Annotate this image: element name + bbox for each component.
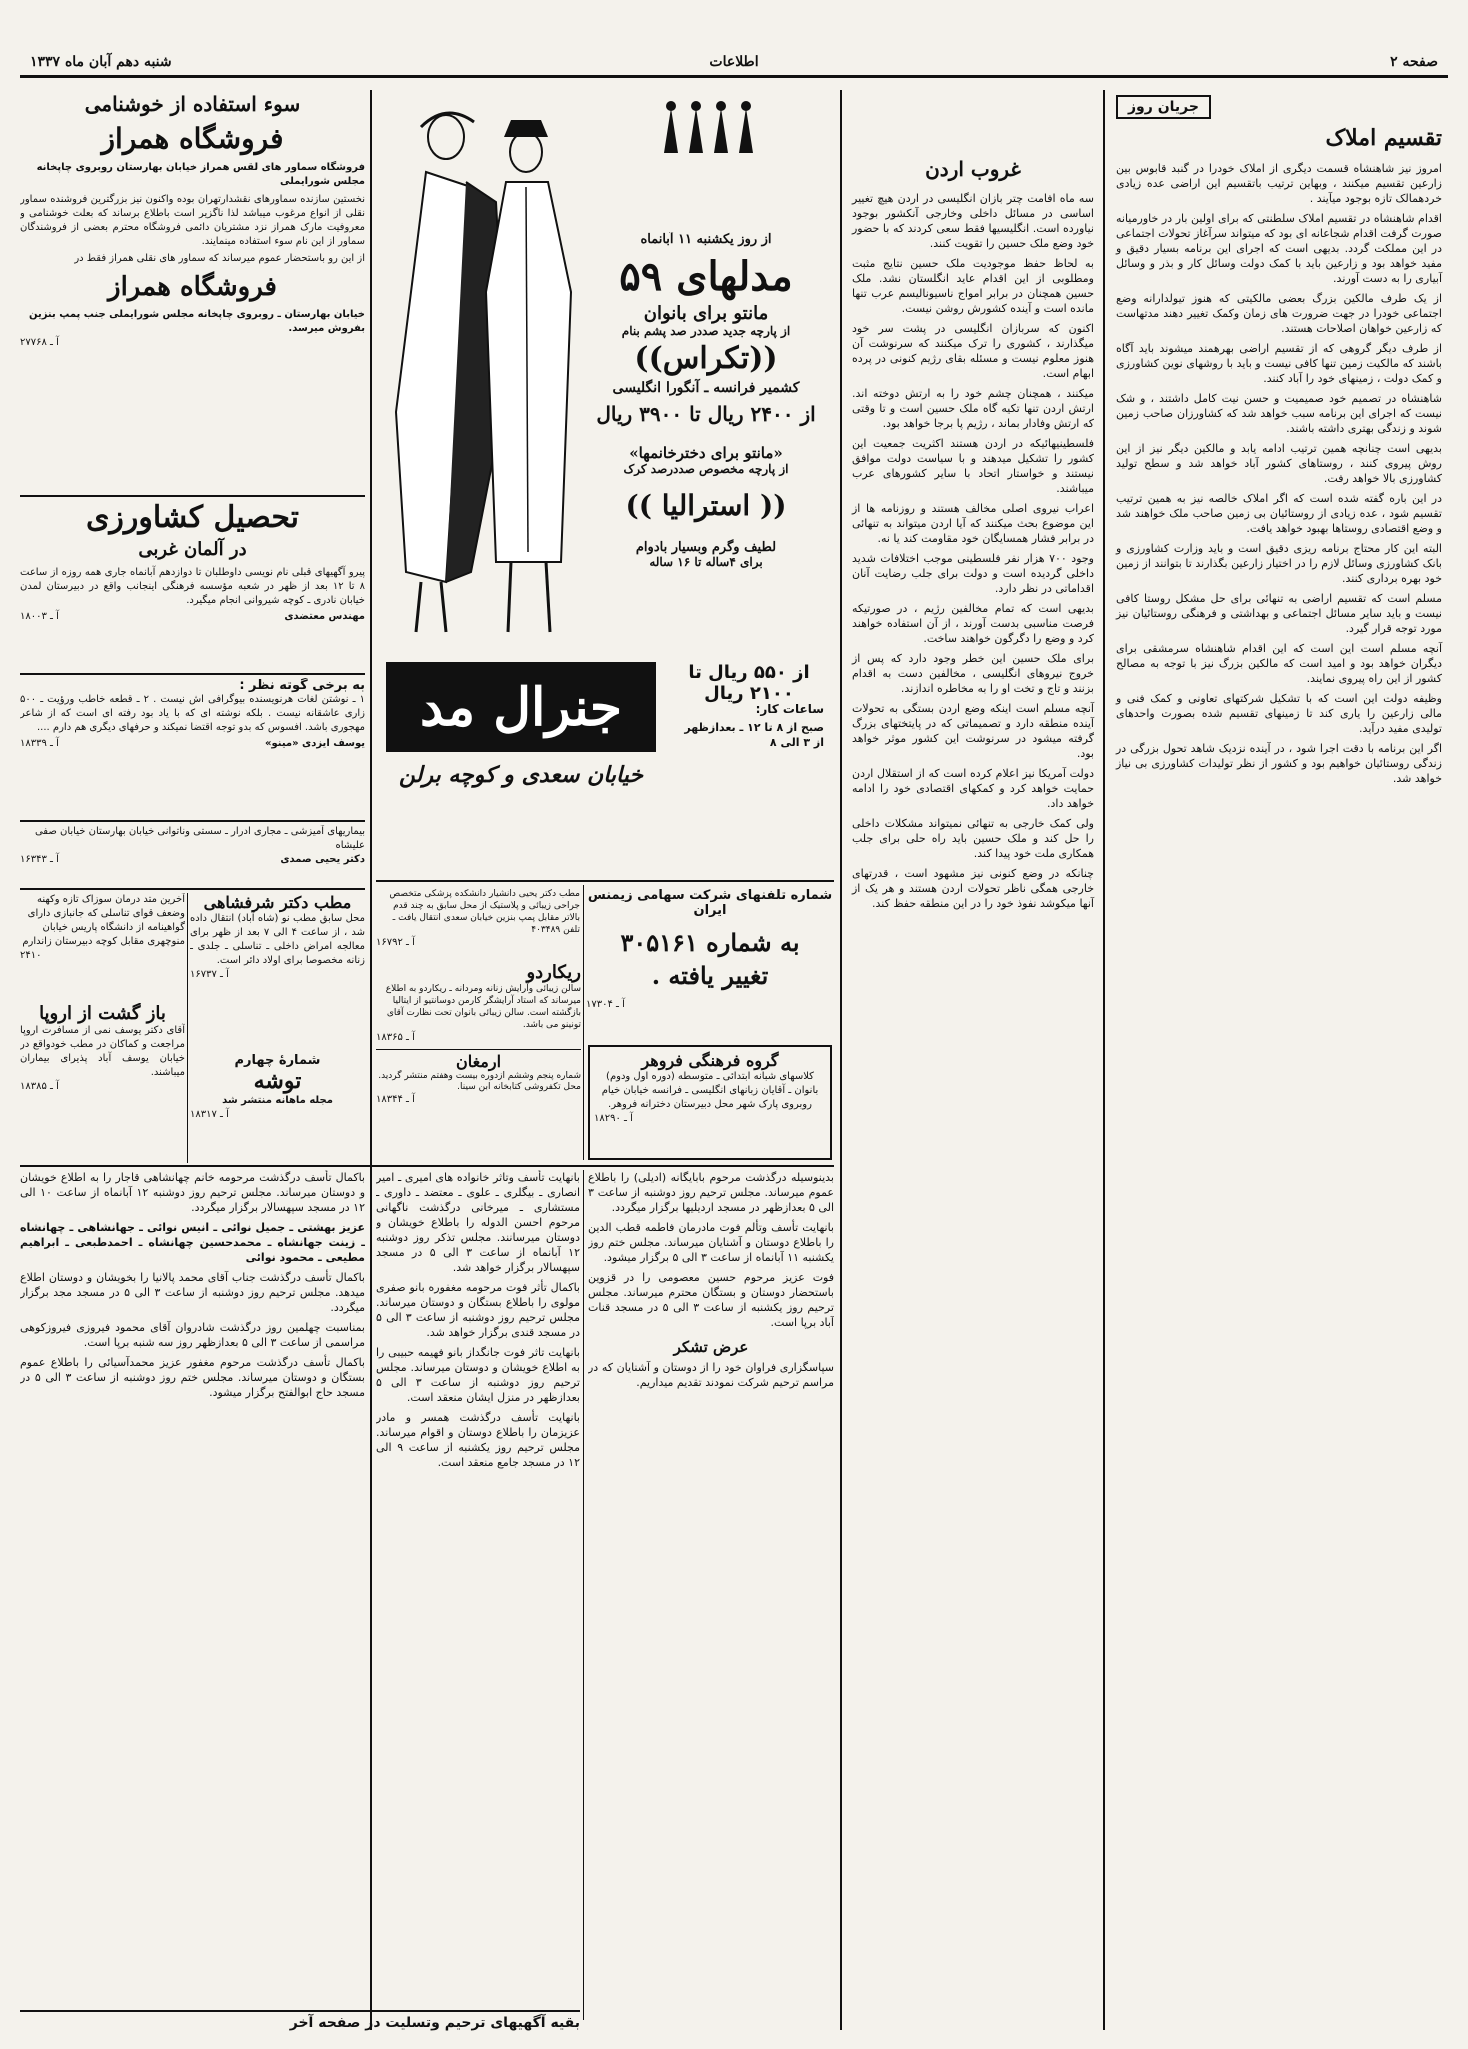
ad-code: آ ـ ۱۶۳۴۳: [20, 854, 59, 865]
ad-price: از ۵۵۰ ریال تا ۲۱۰۰ ریال: [688, 662, 810, 704]
armaghan-body: شماره پنجم وششم ازدوره بیست وهفتم منتشر گردید. محل تکفروشی کتابخانه ابن سینا.: [378, 1071, 581, 1092]
ad-phone-number: به شماره ۳۰۵۱۶۱: [620, 928, 800, 957]
footer-note: [20, 2010, 580, 2036]
editorial-paragraph: از یک طرف مالکین بزرگ بعضی مالکیتی که هنوز تیولدارانه وضع اجتماعی خودرا در جهت ضرورت های زمان وکمک تغییر دهند مدتهاست که زارعین خواهان اصلاحات هستند.: [1116, 292, 1442, 335]
ad-hours-title: ساعات کار:: [755, 702, 824, 716]
ad-hamraz-body: نخستین سازنده سماورهای نقشدارتهران بوده واکنون نیز بزرگترین فروشنده سماور نقلی از انواع مرغوب میباشد لذا ناگزیر است باطلاع برساند که بعلت خوشنامی و معروفیت مارک همراز نزد مشتریان دائمی فروشگاه محترم بعضی از فروشندگان سماور از این نام سوء استفاده مینمایند.: [20, 194, 365, 247]
article-paragraph: اکنون که سربازان انگلیسی در پشت سر خود میگذارند ، کشوری را ترک میکنند که سرنوشت آن هنوز معلوم نیست و مسئله بقای رژیم کنونی در پرده ابهام است.: [852, 322, 1094, 380]
ad-code: آ ـ ۱۸۳۱۷: [190, 1109, 229, 1120]
ad-hours: صبح از ۸ تا ۱۲ ـ بعدازظهر از ۳ الی ۸: [684, 721, 824, 749]
obituary: باکمال تأسف درگذشت جناب آقای محمد پالانیا را بخویشان و دوستان اطلاع میدهد. مجلس ترحیم روز دوشنبه از ساعت ۳ الی ۵ در مسجد مجد برگزار میگردد.: [20, 1271, 365, 1314]
ad-title: شماره تلفنهای شرکت سهامی زیمنس ایران: [587, 888, 833, 918]
article-paragraph: برای ملک حسین این خطر وجود دارد که پس از خروج نیروهای انگلیسی ، مخالفین دست به اقدام بزنند و تاج و تخت او را به مخاطره اندازند.: [852, 652, 1094, 695]
page-number: صفحه ۲: [1390, 54, 1438, 70]
ad-agri-body: پیرو آگهیهای قبلی نام نویسی داوطلبان تا دوازدهم آبانماه جاری همه روزه از ساعت ۸ تا ۱۲ بعد از ظهر در شعبه مؤسسه فرهنگی اینجانب واقع در دبیرستان لمدن خیابان نادری ـ کوچه شیروانی انجام میگیرد.: [20, 567, 365, 606]
ad-clinic-samadi: [20, 825, 365, 885]
obituary: سپاسگزاری فراوان خود را از دوستان و آشنایان که در مراسم ترحیم شرکت نمودند تقدیم میداریم.: [588, 1361, 834, 1389]
obituary: باکمال تأثر فوت مرحومه مغفوره بانو صفری مولوی را باطلاع بستگان و دوستان میرساند. مجلس ترحیم روز دوشنبه از ساعت ۳ الی ۵ در مسجد قندی برگزار خواهد شد.: [376, 1281, 580, 1339]
ad-hamraz: [20, 92, 365, 492]
ad-title: ریکاردو: [526, 962, 581, 983]
ad-body: بیماریهای آمیزشی ـ مجاری ادرار ـ سستی وناتوانی خیابان بهارستان خیابان صفی علیشاه: [34, 826, 365, 851]
article-title: غروب اردن: [925, 157, 1021, 181]
fashion-illustration: [376, 92, 576, 652]
article-column: [846, 95, 1100, 2025]
ad-hamraz-top: سوء استفاده از خوشنامی: [84, 92, 301, 116]
ad-code: آ ـ ۱۸۳۳۹: [20, 738, 59, 749]
footer-text: بقیه آگهیهای ترحیم وتسلیت در صفحه آخر: [289, 2015, 580, 2031]
ad-agri-title: تحصیل کشاورزی: [85, 500, 300, 535]
article-paragraph: ولی کمک خارجی به تنهائی نمیتواند مشکلات داخلی را حل کند و ملک حسین باید راه حلی برای جلب همکاری ملت خود پیدا کند.: [852, 817, 1094, 860]
ad-signature: یوسف ایزدی «مینو»: [265, 738, 365, 749]
ad-title: مطب دکتر شرفشاهی: [203, 893, 352, 912]
ad-code: آ ـ ۱۸۳۸۵: [20, 1081, 59, 1092]
ad-code: آ ـ ۱۸۳۶۵: [376, 1032, 415, 1043]
ad-headline: مدلهای ۵۹: [619, 253, 793, 300]
ad-brand: جنرال مد: [420, 676, 623, 738]
armaghan-block: [376, 1049, 581, 1107]
column-banner: جریان روز: [1116, 95, 1211, 119]
ad-code: آ ـ ۱۸۳۴۴: [376, 1094, 415, 1105]
ad-title: باز گشت از اروپا: [39, 1003, 166, 1024]
ad-note-body: ۱ ـ نوشتن لغات هرنویسنده بیوگرافی اش نیست . ۲ ـ قطعه خاطب ورؤیت ـ ۵۰۰ زاری عاشقانه نیست . بلکه نوشته ای که با یاد بود رفته ای است که از شاعر مهجوری باشد. افسوس که بدو توجه اقتضا نمیکند و حرفهای دیگری هم دارم ....: [20, 694, 365, 733]
ad-code: آ ـ ۱۷۳۰۴: [586, 999, 625, 1010]
obituaries-col-1: [20, 1170, 365, 2000]
ad-price: از ۲۴۰۰ ریال تا ۳۹۰۰ ریال: [596, 402, 816, 426]
obituary-names: عزیز بهشتی ـ جمیل نوائی ـ انیس نوائی ـ جهانشاهی ـ چهانشاه ـ زینت جهانشاه ـ محمدحسین چهانشاه ـ احمدطبعی ـ ابراهیم مطیعی ـ محمود نوائی: [20, 1221, 365, 1264]
obituaries-col-2: [376, 1170, 580, 2010]
ad-title: شمارهٔ چهارم: [234, 1053, 321, 1068]
editorial-paragraph: مسلم است که تقسیم اراضی به تنهائی برای حل مشکل روستا کافی نیست و باید سایر مسائل اجتماعی و بهداشتی و فرهنگی روستائیان نیز مورد توجه قرار گیرد.: [1116, 592, 1442, 635]
ad-fabric-name: ((تکراس)): [634, 341, 778, 376]
obituary: باکمال تأسف درگذشت مرحومه خانم چهانشاهی قاجار را به اطلاع خویشان و دوستان میرساند. مجلس ترحیم روز دوشنبه ۱۲ آبانماه از ساعت ۱۰ الی ۱۲ در مسجد سپهسالار برگزار میگردد.: [20, 1171, 365, 1214]
obituaries-col-3: [588, 1170, 834, 2010]
ad-agri-sub: در آلمان غربی: [138, 539, 247, 560]
ad-hamraz-sub: فروشگاه سماور های لقس همراز خیابان بهارستان روبروی چاپخانه مجلس شورایملی: [36, 162, 365, 187]
ad-body: سالن زیبائی وآرایش زنانه ومردانه ـ ریکاردو به اطلاع میرساند که استاد آرایشگر کارمن دوسانتیو از ایتالیا بازگشته است. سالن زیبائی بانوان تحت نظارت آقای تونینو می باشد.: [385, 984, 581, 1030]
ad-ricardo: [376, 962, 581, 1162]
ad-brand-box: [386, 662, 656, 752]
ad-line: مانتو برای بانوان: [643, 303, 769, 324]
ad-tousheh: [190, 1053, 365, 1163]
article-paragraph: دولت آمریکا نیز اعلام کرده است که از استقلال اردن حمایت خواهد کرد و کمکهای اقتصادی خود را ادامه خواهد داد.: [852, 767, 1094, 810]
ad-yahyavi: [376, 888, 580, 958]
article-paragraph: میکنند ، همچنان چشم خود را به ارتش دوخته اند. ارتش اردن تنها تکیه گاه ملک حسین است و تا وقتی که ارتش وفادار بماند ، رژیم پا برجا خواهد بود.: [852, 387, 1094, 430]
brand-logo-icon: [656, 98, 766, 158]
obituary: بانهایت تأسف درگذشت همسر و مادر عزیزمان را باطلاع دوستان و اقوام میرساند. مجلس ترحیم روز یکشنبه از ساعت ۹ الی ۱۲ در مسجد جامع منعقد است.: [376, 1411, 580, 1469]
editorial-paragraph: وظیفه دولت این است که با تشکیل شرکتهای تعاونی و کمک فنی و مالی زارعین را یاری کند تا زمینهای تقسیم شده بصورت واحدهای تولیدی مفید درآید.: [1116, 692, 1442, 735]
issue-date: شنبه دهم آبان ماه ۱۳۳۷: [30, 54, 172, 70]
ad-body: کلاسهای شبانه ابتدائی ـ متوسطه (دوره اول ودوم) بانوان ـ آقایان زبانهای انگلیسی ـ فرانسه خیابان خیام روبروی پارک شهر محل دبیرستان دخترانه فروهر.: [601, 1071, 819, 1110]
article-paragraph: وجود ۷۰۰ هزار نفر فلسطینی موجب اختلافات شدید داخلی گردیده است و دولت برای جلب رضایت آنان اقداماتی در نظر دارد.: [852, 552, 1094, 595]
ad-line: «مانتو برای دخترخانمها»: [629, 444, 783, 462]
ad-clinic-paris: [20, 893, 185, 998]
ad-siemens: [586, 888, 834, 1038]
ad-signature: دکتر یحیی صمدی: [280, 854, 365, 865]
ad-line: کشمیر فرانسه ـ آنگورا انگلیسی: [612, 380, 800, 396]
article-paragraph: فلسطینیهائیکه در اردن هستند اکثریت جمعیت این کشور را تشکیل میدهند و با سیاست دولت موافق نیستند و خواستار اتحاد با سایر کشورهای عرب میباشند.: [852, 437, 1094, 495]
ad-hamraz-address: خیابان بهارستان ـ روبروی چاپخانه مجلس شورایملی جنب پمپ بنزین بفروش میرسد.: [28, 309, 365, 334]
ad-agriculture: [20, 500, 365, 670]
obituary: بمناسبت چهلمین روز درگذشت شادروان آقای محمود فیروزی فیروزکوهی مراسمی از ساعت ۳ الی ۵ بعدازظهر روز سه شنبه برپا است.: [20, 1321, 365, 1349]
ad-sharafshahi: [190, 893, 365, 1048]
article-paragraph: به لحاظ حفظ موجودیت ملک حسین نتایج مثبت ومطلوبی از این اقدام عاید انگلستان نشد. ملک حسین همچنان در برابر امواج ناسیونالیسم عرب تنها مانده است و آینده کشورش روشن نیست.: [852, 257, 1094, 315]
ad-body: مطب دکتر یحیی دانشیار دانشکده پزشکی متخصص جراحی زیبائی و پلاستیک از محل سابق به چند قدم بالاتر مقابل پمپ بنزین خیابان سعدی انتقال یافت ـ تلفن ۴۰۳۴۸۹: [389, 889, 580, 935]
ad-line: لطیف وگرم وبسیار بادوام: [635, 540, 777, 555]
editorial-title: تقسیم املاک: [1325, 125, 1442, 151]
ad-line: برای ۴ساله تا ۱۶ ساله: [649, 555, 763, 569]
editorial-paragraph: اقدام شاهنشاه در تقسیم املاک سلطنتی که برای اولین بار در خاورمیانه صورت گرفت اقدام شجاعانه ای بود که میتواند سرآغاز تحولات اجتماعی در این مملکت گردد. بدیهی است که اجرای این برنامه بسیار دقیق و مفید خواهد بود و زارعین باید با کمک دولت وسائل کار و بذر و وسائل آبیاری را به دست آورند.: [1116, 212, 1442, 285]
general-mod-ad: [376, 92, 834, 872]
ad-changed: تغییر یافته .: [651, 961, 769, 990]
editorial-paragraph: شاهنشاه در تصمیم خود صمیمیت و حسن نیت کامل داشتند ، و شک نیست که اجرای این برنامه سبب خواهد شد که کشاورزان صاحب زمین شوند و زندگی بهتری داشته باشند.: [1116, 392, 1442, 435]
ad-code: آ ـ ۱۸۰۰۳: [20, 611, 59, 622]
ad-code: ۲۴۱۰: [20, 950, 42, 961]
editorial-paragraph: از طرف دیگر گروهی که از تقسیم اراضی بهرهمند میشوند باید آگاه باشند که مالکیت زمین تنها کافی نیست و باید با روشهای نوین کشاورزی و کمک دولت ، زمینهای خود را آباد کنند.: [1116, 342, 1442, 385]
ad-return-europe: [20, 1003, 185, 1163]
ad-line: از پارچه جدید صددر صد پشم بنام: [621, 324, 791, 338]
page-header: [20, 52, 1448, 78]
ad-signature: مهندس معتضدی: [284, 611, 365, 622]
paper-name: اطلاعات: [709, 54, 759, 70]
ad-note: [20, 678, 365, 818]
ad-body: محل سابق مطب نو (شاه آباد) انتقال داده شد ، از ساعت ۴ الی ۷ بعد از ظهر برای معالجه امراض داخلی ـ تناسلی ـ جلدی ـ زنانه مخصوصا برای اولاد دائر است.: [190, 913, 365, 966]
editorial-paragraph: در این باره گفته شده است که اگر املاک خالصه نیز به همین ترتیب تقسیم شود ، عده زیادی از روستائیان بی زمین صاحب ملک خواهند شد و وضع اقتصادی روستاها بهبود خواهد یافت.: [1116, 492, 1442, 535]
obituary: بانهایت تأسف وتألم فوت مادرمان فاطمه قطب الدین را باطلاع دوستان و آشنایان میرساند. مجلس ختم روز یکشنبه ۱۱ آبانماه از ساعت ۳ الی ۵ برگزار میشود.: [588, 1221, 834, 1264]
editorial-paragraph: اگر این برنامه با دقت اجرا شود ، در آینده نزدیک شاهد تحول بزرگی در زندگی روستائیان خواهیم بود و کشور از نظر تولیدات کشاورزی بی نیاز خواهد شد.: [1116, 742, 1442, 785]
ad-sub: مجله ماهانه منتشر شد: [222, 1095, 333, 1106]
ad-title: گروه فرهنگی فروهر: [641, 1051, 779, 1070]
ad-code: آ ـ ۱۶۷۹۲: [376, 937, 415, 948]
ad-magazine-name: توشه: [253, 1068, 302, 1094]
ad-date-line: از روز یکشنبه ۱۱ آبانماه: [640, 232, 772, 247]
editorial-paragraph: بدیهی است چنانچه همین ترتیب ادامه یابد و مالکین دیگر نیز از این روش پیروی کنند ، روستاهای کشور آباد خواهد شد و سطح تولید کشاورزی بالا خواهد رفت.: [1116, 442, 1442, 485]
editorial-paragraph: البته این کار محتاج برنامه ریزی دقیق است و باید وزارت کشاورزی و بانک کشاورزی وسائل لازم را در اختیار زارعین بگذارند تا بتوانند از زمین خود بهره برداری کنند.: [1116, 542, 1442, 585]
ad-code: آ ـ ۱۶۷۳۷: [190, 969, 229, 980]
article-paragraph: بدیهی است که تمام مخالفین رژیم ، در صورتیکه فرصت مناسبی بدست آورند ، از آن استفاده خواهند کرد و وضع را دگرگون خواهند ساخت.: [852, 602, 1094, 645]
ad-forouhar: [588, 1045, 832, 1160]
article-paragraph: چنانکه در وضع کنونی نیز مشهود است ، قدرتهای خارجی همگی ناظر تحولات اردن هستند و هر یک از آنها میکوشد نفوذ خود را در این منطقه حفظ کند.: [852, 867, 1094, 910]
editorial-paragraph: امروز نیز شاهنشاه قسمت دیگری از املاک خودرا در گنبد قابوس بین زارعین تقسیم میکنند ، وبهاین ترتیب باتقسیم این اراضی عده زیادی خردهمالک تازه بوجود میآیند .: [1116, 162, 1442, 205]
ad-line: از پارچه مخصوص صددرصد کرک: [623, 462, 789, 476]
editorial-paragraph: آنچه مسلم است این است که این اقدام شاهنشاه سرمشقی برای دیگران خواهد بود و امید است که مالکین بزرگ نیز با توجه به مصالح کشور از این راه پیروی نمایند.: [1116, 642, 1442, 685]
ad-address: خیابان سعدی و کوچه برلن: [399, 762, 643, 788]
editorial-column: [1110, 95, 1448, 2025]
ad-note-title: به برخی گوته نظر :: [239, 678, 365, 693]
ad-body: آقای دکتر یوسف نمی از مسافرت اروپا مراجعت و کماکان در مطب خودواقع در خیابان یوسف آباد پذیرای بیماران میباشند.: [20, 1025, 185, 1078]
obituary: بانهایت تأسف وتاثر خانواده های امیری ـ امیر انصاری ـ بیگلری ـ علوی ـ معتضد ـ داوری ـ مستشاری ـ میرخانی درگذشت ناگهانی مرحوم احسن الدوله را باطلاع خویشان و دوستان میرسانند. مجلس تذکر روز دوشنبه ۱۲ آبانماه از ساعت ۳ الی ۵ در مسجد سپهسالار برگزار خواهد شد.: [376, 1171, 580, 1274]
article-paragraph: آنچه مسلم است اینکه وضع اردن بستگی به تحولات آینده منطقه دارد و تصمیماتی که در پایتختهای بزرگ گرفته میشود در سرنوشت این کشور موثر خواهد بود.: [852, 702, 1094, 760]
obituary: بانهایت تاثر فوت جانگداز بانو فهیمه حبیبی را به اطلاع خویشان و دوستان میرساند. مجلس ترحیم روز دوشنبه از ساعت ۳ الی ۵ بعدازظهر در منزل ایشان منعقد است.: [376, 1346, 580, 1404]
ad-code: آ ـ ۱۸۲۹۰: [594, 1113, 633, 1124]
article-paragraph: سه ماه افامت چتر بازان انگلیسی در اردن هیچ تغییر اساسی در مسائل داخلی وخارجی آنکشور بوجود نیاورده است. انگلیسیها فقط سعی کردند که با حضور خود وضع ملک حسین را تقویت کنند.: [852, 192, 1094, 250]
article-paragraph: اعراب نیروی اصلی مخالف هستند و روزنامه ها از این موضوع بحث میکنند که آیا اردن میتواند به تنهائی در برابر فشار همسایگان خود مقاومت کند یا نه.: [852, 502, 1094, 545]
ad-fabric-name: (( استرالیا )): [625, 489, 787, 522]
obituary: باکمال تأسف درگذشت مرحوم مغفور عزیز محمدآسیائی را باطلاع عموم بستگان و دوستان میرساند. مجلس ختم روز دوشنبه از ساعت ۳ الی ۵ در مسجد حاج ابوالفتح برگزار میشود.: [20, 1356, 365, 1399]
ad-hamraz-name: فروشگاه همراز: [101, 122, 284, 155]
ad-body: آخرین متد درمان سوزاک تازه وکهنه وضعف قوای تناسلی که جانبازی دارای گواهینامه از دانشگاه پاریس خیابان منوچهری مقابل کوچه دبیرستان زاندارم: [22, 894, 185, 947]
obituary: بدینوسیله درگذشت مرحوم بابایگانه (ادیلی) را باطلاع عموم میرساند. مجلس ترحیم روز دوشنبه از ساعت ۳ الی ۵ بعدازظهر در مسجد اردیلیها برگزار میگردد.: [588, 1171, 834, 1214]
obituary: فوت عزیز مرحوم حسین معصومی را در قزوین باستحضار دوستان و بستگان محترم میرساند. مجلس ترحیم روز یکشنبه از ساعت ۳ الی ۵ در مسجد قنات آباد برپا است.: [588, 1271, 834, 1329]
thanks-title: عرض تشکر: [673, 1338, 749, 1356]
ad-hamraz-name: فروشگاه همراز: [108, 272, 277, 302]
armaghan-title: ارمغان: [455, 1052, 502, 1071]
ad-code: آ ـ ۲۷۷۶۸: [20, 337, 59, 348]
ad-hamraz-body: از این رو باستحضار عموم میرساند که سماور های نقلی همراز فقط در: [74, 253, 365, 264]
